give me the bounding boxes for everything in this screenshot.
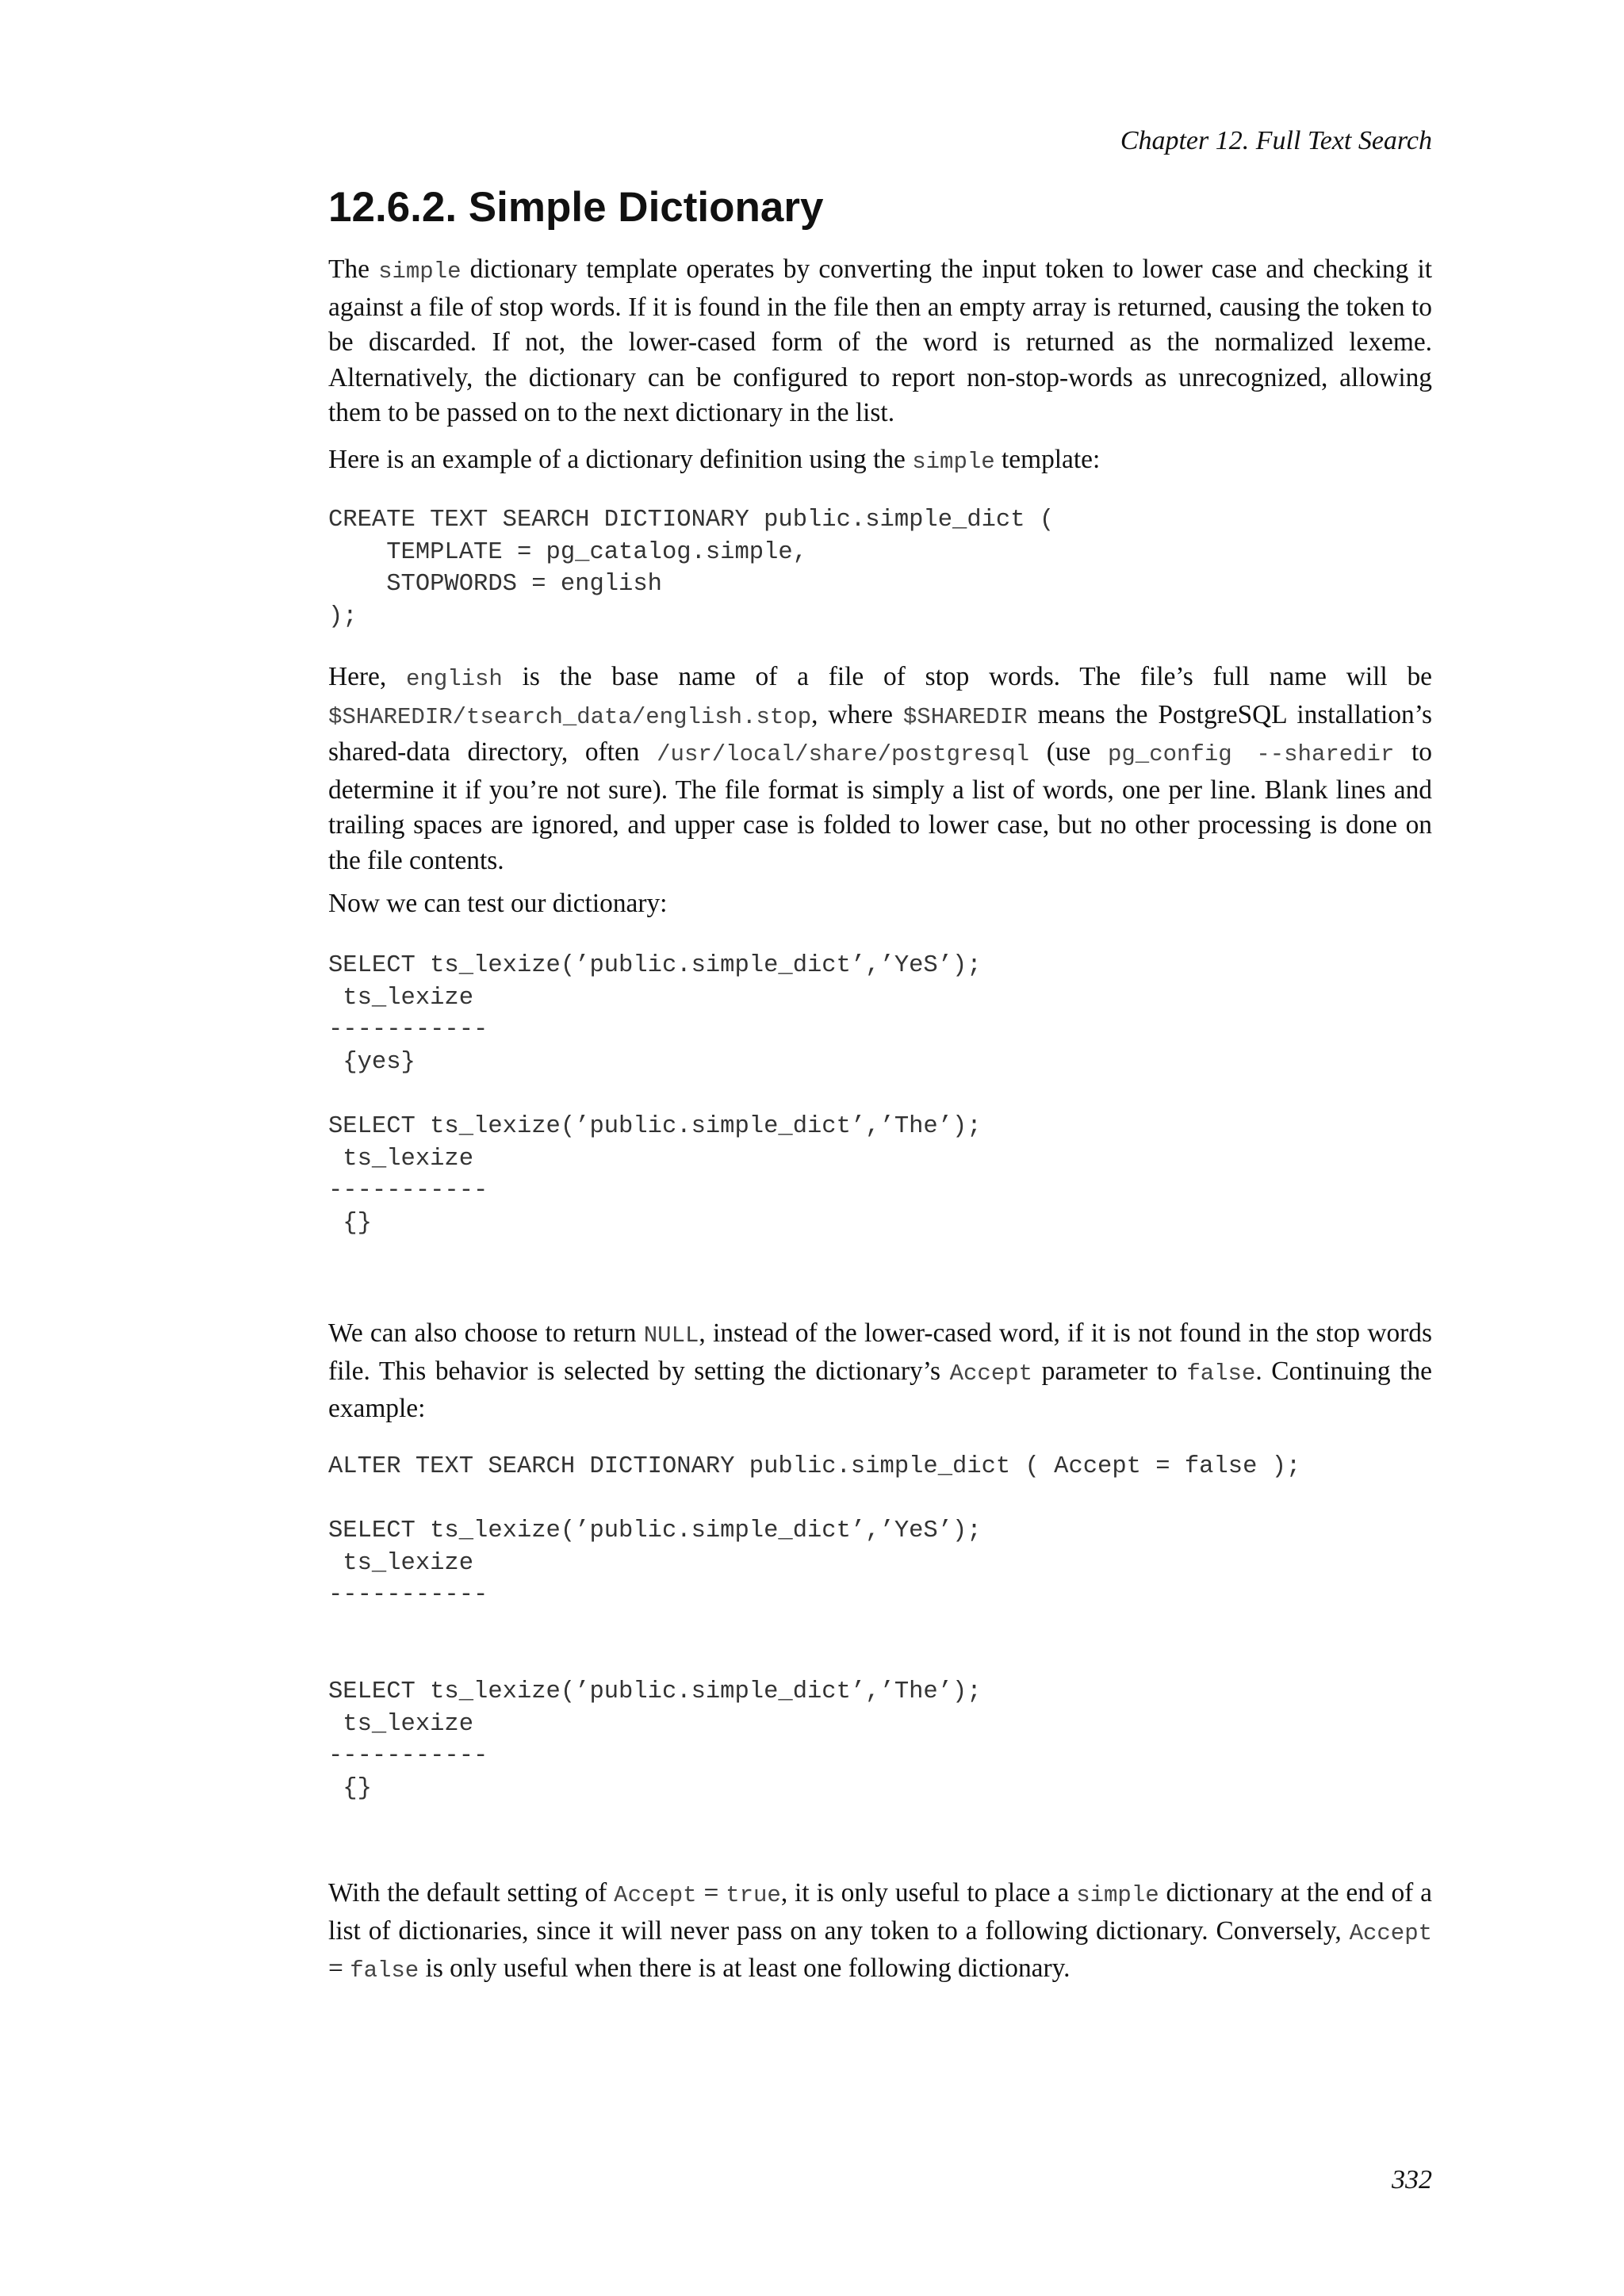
inline-code: true bbox=[726, 1882, 781, 1908]
paragraph-default-setting: With the default setting of Accept = true, it is only useful to place a simple dictionary at the end of a list of dictionaries, since it will never pass on any token to a following dictionary. Conversely, Accept = false is only useful when there is at least one following dictionary. bbox=[328, 1878, 1432, 1984]
inline-code: Accept bbox=[614, 1882, 697, 1908]
inline-code: Accept bbox=[949, 1360, 1033, 1387]
paragraph-test-intro: Now we can test our dictionary: bbox=[328, 889, 668, 918]
inline-code: /usr/local/share/postgresql bbox=[657, 741, 1030, 768]
inline-code: english bbox=[406, 666, 503, 692]
paragraph-stopwords-file: Here, english is the base name of a file of stop words. The file’s full name will be $SHAREDIR/tsearch_data/english.stop, where $SHAREDIR means the PostgreSQL installation’s shared-data directory, often /usr/local/share/postgresql (use pg_config --sharedir to determine it if you’re not sure). The file format is simply a list of words, one per line. Blank lines and trailing spaces are ignored, and upper case is folded to lower case, but no other processing is done on the file contents. bbox=[328, 662, 1433, 875]
inline-code: false bbox=[1186, 1360, 1256, 1387]
inline-code: $SHAREDIR/tsearch_data/english.stop bbox=[328, 703, 812, 730]
paragraph-accept-parameter: We can also choose to return NULL, instead of the lower-cased word, if it is not found in the stop words file. This behavior is selected by setting the dictionary’s Accept parameter to false. Continuing the example: bbox=[328, 1318, 1432, 1424]
inline-code: $SHAREDIR bbox=[902, 703, 1028, 730]
code-block-create-dictionary: CREATE TEXT SEARCH DICTIONARY public.simple_dict ( TEMPLATE = pg_catalog.simple, STOPWORDS = english ); bbox=[328, 507, 1055, 630]
paragraph-intro: The simple dictionary template operates by converting the input token to lower case and checking it against a file of stop words. If it is found in the file then an empty array is returned, causing the token to be discarded. If not, the lower-cased form of the word is returned as the normalized lexeme. Alternatively, the dictionary can be configured to report non-stop-words as unrecognized, allowing them to be passed on to the next dictionary in the list. bbox=[328, 254, 1432, 428]
paragraph-example-intro: Here is an example of a dictionary definition using the simple template: bbox=[328, 445, 1101, 475]
running-header: Chapter 12. Full Text Search bbox=[1120, 126, 1432, 155]
inline-code: NULL bbox=[643, 1322, 699, 1349]
code-block-test-lexize: SELECT ts_lexize(’public.simple_dict’,’YeS’); ts_lexize ----------- {yes} SELECT ts_lexize(’public.simple_dict’,’The’); ts_lexize ----------- {} bbox=[328, 952, 982, 1237]
inline-code: simple bbox=[912, 449, 995, 475]
section-title: 12.6.2. Simple Dictionary bbox=[328, 184, 824, 231]
code-block-alter-dictionary: ALTER TEXT SEARCH DICTIONARY public.simple_dict ( Accept = false ); SELECT ts_lexize(’public.simple_dict’,’YeS’); ts_lexize ----------- SELECT ts_lexize(’public.simple_dict’,’The’); ts_lexize ----------- {} bbox=[328, 1453, 1301, 1802]
inline-code: Accept bbox=[1349, 1919, 1432, 1946]
page-number: 332 bbox=[1392, 2165, 1432, 2195]
inline-code: pg_config --sharedir bbox=[1108, 741, 1395, 768]
inline-code: simple bbox=[1076, 1882, 1159, 1908]
inline-code: simple bbox=[378, 258, 462, 285]
inline-code: false bbox=[350, 1957, 419, 1984]
